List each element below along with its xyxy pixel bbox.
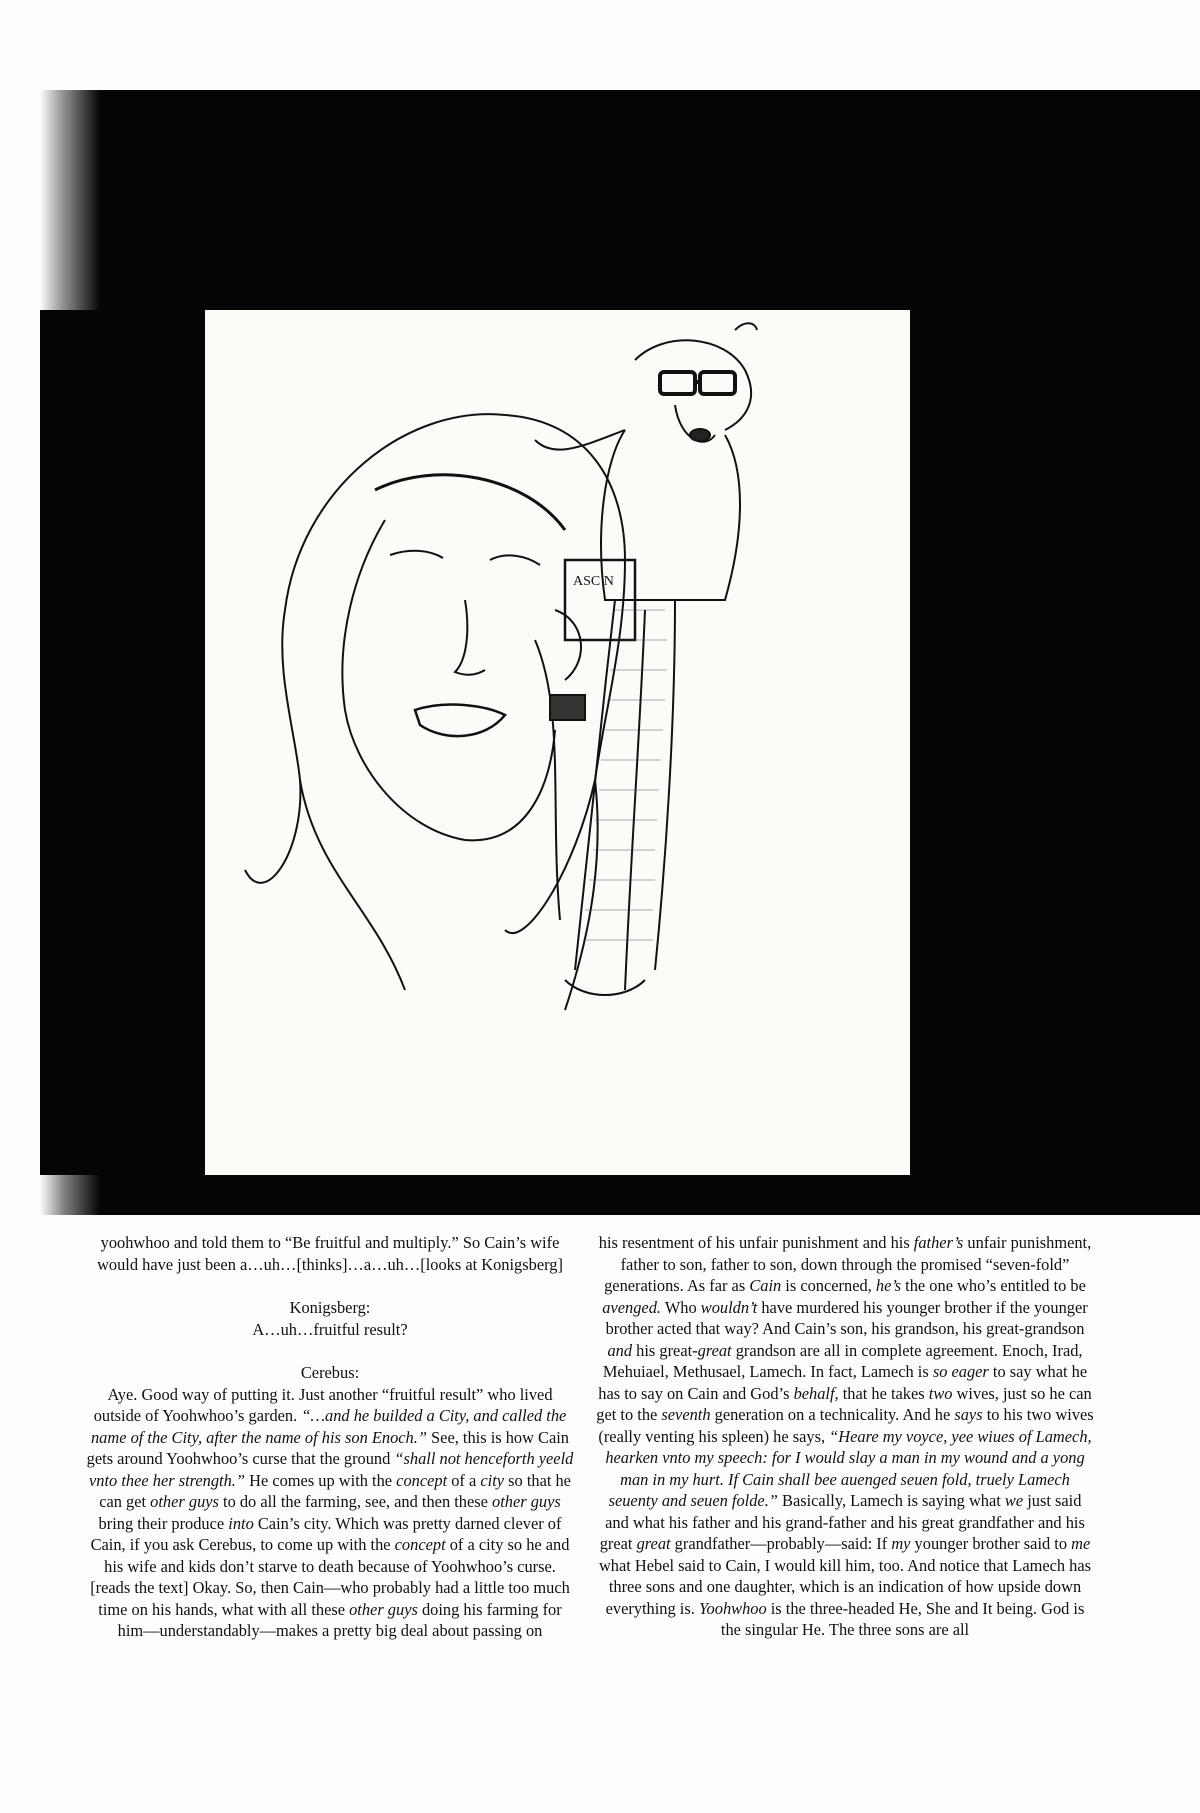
- text-run: Basically, Lamech is saying what: [777, 1491, 1005, 1510]
- text-run: grandson are all in complete agreement. Enoch, Irad, Mehuiael, Methusael, Lamech. In fact, Lamech is: [602, 1340, 1083, 1381]
- text-run-italic: concept: [394, 1535, 446, 1554]
- illustration-drawing: [205, 310, 910, 1175]
- text-run-italic: other guys: [150, 1492, 219, 1511]
- woman-portrait: [245, 414, 625, 1010]
- paragraph: [85, 1384, 575, 1642]
- text-run: generation on a technicality. And he: [710, 1405, 955, 1424]
- stipple-edge-top: [40, 90, 100, 310]
- text-run-italic: into: [228, 1513, 254, 1533]
- text-run: of a city so he and his wife and kids don’t starve to death because of Yoohwhoo’s curse. [reads the text] Okay. So, then Cain—who probably had a little too much time on his hands, what with all these: [90, 1535, 570, 1619]
- text-run-italic: me: [1071, 1534, 1091, 1553]
- text-run-italic: seventh: [661, 1405, 711, 1424]
- text-run: bring their produce: [98, 1513, 229, 1533]
- dialogue-line: A…uh…fruitful result?: [252, 1319, 408, 1339]
- text-run-italic: and: [607, 1340, 633, 1360]
- text-run-italic: “Heare my voyce, yee wiues of Lamech, hearken vnto my speech: for I would slay a man in my wound and a yong man in my hurt. If Cain shall bee auenged seuen fold, truely Lamech seuenty and seuen folde.”: [605, 1426, 1092, 1510]
- speaker-label: Konigsberg:: [289, 1298, 371, 1317]
- text-run-italic: city: [480, 1470, 505, 1490]
- text-run-italic: concept: [396, 1470, 448, 1490]
- illustration-panel: [205, 310, 910, 1175]
- text-run: of a: [447, 1470, 481, 1490]
- text-run-italic: says: [954, 1405, 983, 1424]
- text-run: the one who’s entitled to be: [901, 1276, 1086, 1295]
- text-run: is the three-headed He, She and It being. God is the singular He. The three sons are all: [720, 1598, 1085, 1639]
- text-run-italic: other guys: [349, 1599, 418, 1619]
- text-column-left: [85, 1232, 575, 1642]
- text-column-right: [595, 1232, 1095, 1641]
- text-run-italic: we: [1004, 1491, 1024, 1510]
- text-run-italic: two: [928, 1383, 953, 1403]
- text-run: to his two wives (really venting his spleen) he says,: [598, 1405, 1094, 1446]
- text-run: is concerned,: [781, 1276, 876, 1295]
- text-run: to do all the farming, see, and then these: [218, 1492, 493, 1511]
- text-run-italic: behalf,: [793, 1383, 839, 1403]
- text-run: have murdered his younger brother if the younger brother acted that way? And Cain’s son, his grandson, his great-grandson: [605, 1297, 1088, 1338]
- text-run: what Hebel said to Cain, I would kill him, too. And notice that Lamech has three sons and one daughter, which is an indication of how upside down everything is.: [598, 1555, 1092, 1618]
- text-run-italic: he’s: [875, 1276, 902, 1295]
- can-label: ASC N: [573, 574, 614, 589]
- text-run-italic: wouldn’t: [700, 1297, 758, 1317]
- text-run: Cain’s city. Which was pretty darned clever of Cain, if you ask Cerebus, to come up with the: [90, 1513, 562, 1554]
- text-run-italic: Yoohwhoo: [698, 1598, 767, 1618]
- text-run: that he takes: [838, 1383, 929, 1403]
- paragraph: [595, 1232, 1095, 1641]
- text-run-italic: “shall not henceforth yeeld vnto thee her strength.”: [89, 1449, 574, 1490]
- text-run: his great-: [632, 1340, 698, 1360]
- text-run: Who: [661, 1297, 701, 1317]
- text-run: to say what he has to say on Cain and God’s: [598, 1362, 1088, 1403]
- text-run: so that he can get: [99, 1470, 571, 1511]
- text-run-italic: other guys: [492, 1492, 561, 1511]
- text-run-italic: Cain: [749, 1276, 782, 1295]
- speaker-label: Cerebus:: [300, 1363, 360, 1382]
- paragraph: yoohwhoo and told them to “Be fruitful and multiply.” So Cain’s wife would have just been a…uh…[thinks]…a…uh…[looks at Konigsberg]: [97, 1233, 563, 1274]
- man-figure: [535, 323, 757, 995]
- text-run-italic: great: [636, 1534, 671, 1553]
- text-run: younger brother said to: [910, 1534, 1072, 1553]
- text-run-italic: great: [697, 1340, 732, 1360]
- text-run: Aye. Good way of putting it. Just another “fruitful result” who lived outside of Yoohwhoo’s garden.: [93, 1384, 553, 1425]
- text-run-italic: my: [891, 1534, 911, 1553]
- text-run: wives, just so he can get to the: [596, 1383, 1092, 1424]
- text-run-italic: avenged.: [602, 1297, 662, 1317]
- text-run: grandfather—probably—said: If: [670, 1534, 892, 1553]
- text-run: just said and what his father and his grand-father and his great grandfather and his great: [599, 1491, 1085, 1553]
- text-run: doing his farming for him—understandably—makes a pretty big deal about passing on: [117, 1599, 562, 1640]
- text-run-italic: so eager: [932, 1362, 989, 1381]
- text-run-italic: father’s: [913, 1233, 964, 1252]
- stipple-edge-bottom: [40, 1175, 100, 1215]
- text-run-italic: “…and he builded a City, and called the name of the City, after the name of his son Enoch.”: [90, 1406, 567, 1447]
- text-run: unfair punishment, father to son, father to son, down through the promised “seven-fold” generations. As far as: [604, 1233, 1092, 1295]
- text-run: his resentment of his unfair punishment and his: [598, 1233, 914, 1252]
- text-run: See, this is how Cain gets around Yoohwhoo’s curse that the ground: [86, 1427, 570, 1468]
- text-run: He comes up with the: [245, 1470, 397, 1490]
